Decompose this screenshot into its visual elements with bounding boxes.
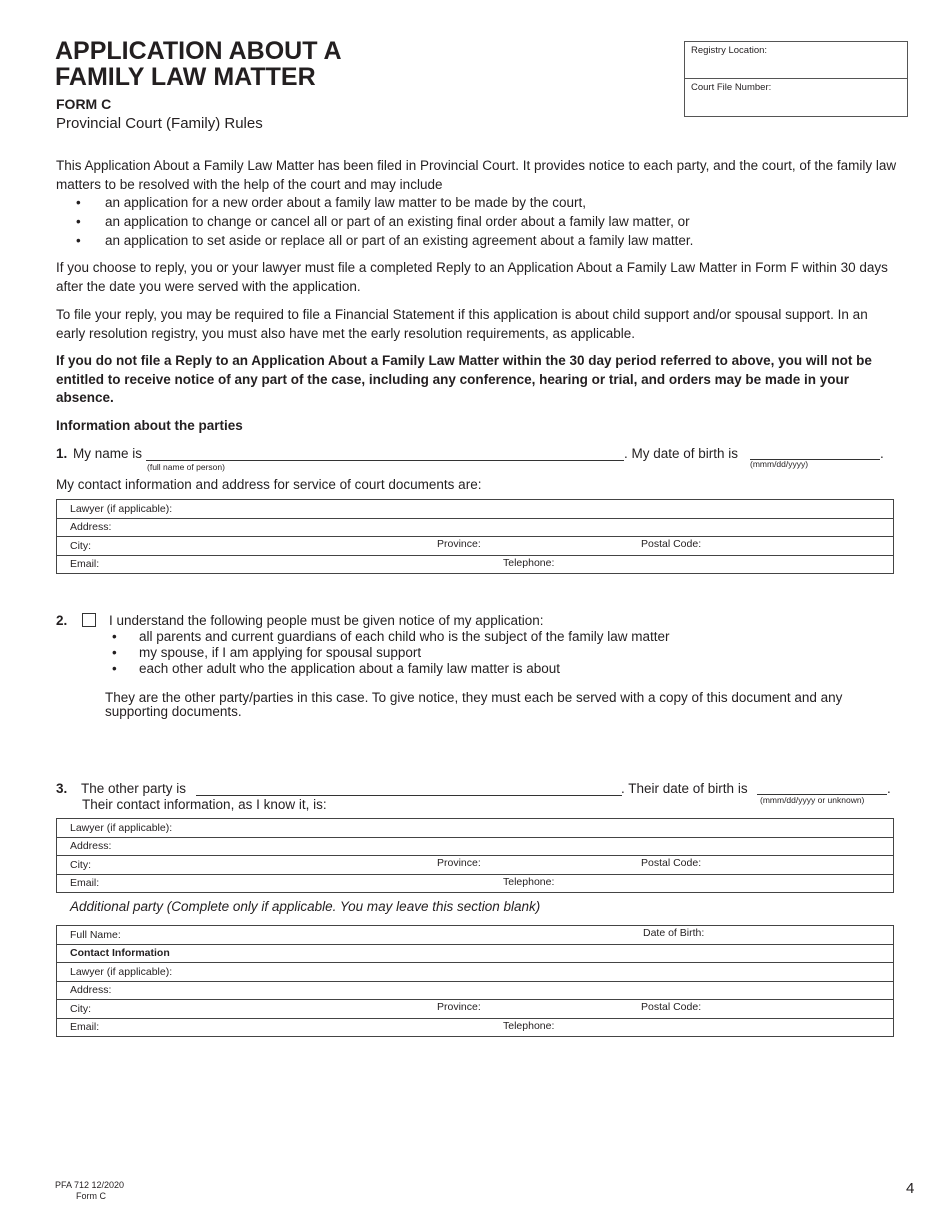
q3-contact: Their contact information, as I know it, is: <box>82 797 327 812</box>
list-item: • all parents and current guardians of each child who is the subject of the family law matter <box>112 629 670 644</box>
province-label: Province: <box>437 538 481 550</box>
q1-dob-label: . My date of birth is <box>624 446 739 461</box>
email-telephone-row[interactable] <box>57 874 894 893</box>
email-label: Email: <box>70 1021 100 1034</box>
name-hint: (full name of person) <box>147 462 225 472</box>
footer-code: PFA 712 12/2020 <box>55 1180 125 1190</box>
q1-number: 1. <box>56 446 68 461</box>
city-province-postal-row[interactable] <box>57 856 894 875</box>
email-label: Email: <box>70 558 100 571</box>
warning-text: If you do not file a Reply to an Application About a Family Law Matter within the 30 day period referred to above, you will not be entitled to receive notice of any part of the case, including any conference, hearing or trial, and orders may be made in your absence. <box>56 353 872 405</box>
email-label: Email: <box>70 877 100 890</box>
notice-checkbox[interactable] <box>82 613 96 627</box>
address-field[interactable]: Address: <box>57 981 894 1000</box>
province-label: Province: <box>437 1001 481 1013</box>
postal-label: Postal Code: <box>641 538 702 550</box>
postal-label: Postal Code: <box>641 857 702 869</box>
rules-label: Provincial Court (Family) Rules <box>56 115 263 132</box>
form-label: FORM C <box>56 96 112 112</box>
other-party-input[interactable] <box>196 795 622 796</box>
file-text: To file your reply, you may be required to file a Financial Statement if this application is about child support and/or spousal support. In an early resolution registry, you must also have met the early resolution requirements, as applicable. <box>56 307 868 341</box>
email-telephone-row[interactable] <box>57 555 894 574</box>
list-item: • each other adult who the application about a family law matter is about <box>112 661 560 676</box>
city-label: City: <box>70 1002 91 1015</box>
city-label: City: <box>70 858 91 871</box>
full-name-dob-row[interactable] <box>57 926 894 945</box>
registry-box <box>684 41 908 117</box>
postal-label: Postal Code: <box>641 1001 702 1013</box>
email-telephone-row[interactable] <box>57 1018 894 1037</box>
lawyer-field[interactable]: Lawyer (if applicable): <box>57 819 894 838</box>
page-number: 4 <box>906 1180 915 1197</box>
dob-label: Date of Birth: <box>643 927 705 939</box>
q1-name-label: My name is <box>73 446 143 461</box>
telephone-label: Telephone: <box>503 1019 555 1032</box>
additional-party-note: Additional party (Complete only if applicable. You may leave this section blank) <box>70 899 541 914</box>
q3-period: . <box>887 781 891 796</box>
registry-location-field[interactable]: Registry Location: <box>691 45 768 56</box>
q2-bullets <box>112 629 892 677</box>
q1-period: . <box>880 446 884 461</box>
city-label: City: <box>70 539 91 552</box>
list-item: • an application to change or cancel all or part of an existing final order about a family law matter, or <box>76 214 690 229</box>
q2-note: They are the other party/parties in this case. To give notice, they must each be served with a copy of this document and any supporting documents. <box>105 690 843 719</box>
parties-heading: Information about the parties <box>56 418 243 433</box>
my-contact-table <box>56 499 894 574</box>
province-label: Province: <box>437 857 481 869</box>
list-item: • an application for a new order about a family law matter to be made by the court, <box>76 195 587 210</box>
footer-form: Form C <box>76 1191 106 1201</box>
court-file-number-field[interactable]: Court File Number: <box>685 78 907 114</box>
q2-text: I understand the following people must be given notice of my application: <box>109 613 544 628</box>
list-item: • an application to set aside or replace all or part of an existing agreement about a family law matter. <box>76 233 694 248</box>
dob-hint: (mmm/dd/yyyy) <box>750 459 809 469</box>
q3-number: 3. <box>56 781 68 796</box>
q3-dob-label: . Their date of birth is <box>621 781 748 796</box>
lawyer-field[interactable]: Lawyer (if applicable): <box>57 963 894 982</box>
contact-intro: My contact information and address for service of court documents are: <box>56 477 482 492</box>
address-field[interactable]: Address: <box>57 518 894 537</box>
telephone-label: Telephone: <box>503 556 555 569</box>
additional-party-table <box>56 925 894 1037</box>
city-province-postal-row[interactable] <box>57 537 894 556</box>
reply-text: If you choose to reply, you or your lawyer must file a completed Reply to an Application About a Family Law Matter in Form F within 30 days after the date you were served with the application. <box>56 260 888 294</box>
other-party-contact-table <box>56 818 894 893</box>
title-line-2: FAMILY LAW MATTER <box>55 63 316 91</box>
city-province-postal-row[interactable] <box>57 1000 894 1019</box>
intro-text: This Application About a Family Law Matter has been filed in Provincial Court. It provides notice to each party, and the court, of the family law matters to be resolved with the help of the court and may include <box>56 158 897 192</box>
address-field[interactable]: Address: <box>57 837 894 856</box>
form-title <box>55 38 475 90</box>
full-name-label: Full Name: <box>70 928 121 941</box>
name-input[interactable] <box>146 460 624 461</box>
intro-bullets <box>76 193 896 250</box>
list-item: • my spouse, if I am applying for spousal support <box>112 645 422 660</box>
contact-info-heading: Contact Information <box>57 944 894 963</box>
telephone-label: Telephone: <box>503 875 555 888</box>
lawyer-field[interactable]: Lawyer (if applicable): <box>57 500 894 519</box>
q3-label: The other party is <box>81 781 187 796</box>
title-line-1: APPLICATION ABOUT A <box>55 37 342 65</box>
q2-number: 2. <box>56 613 68 628</box>
other-dob-hint: (mmm/dd/yyyy or unknown) <box>760 795 865 805</box>
